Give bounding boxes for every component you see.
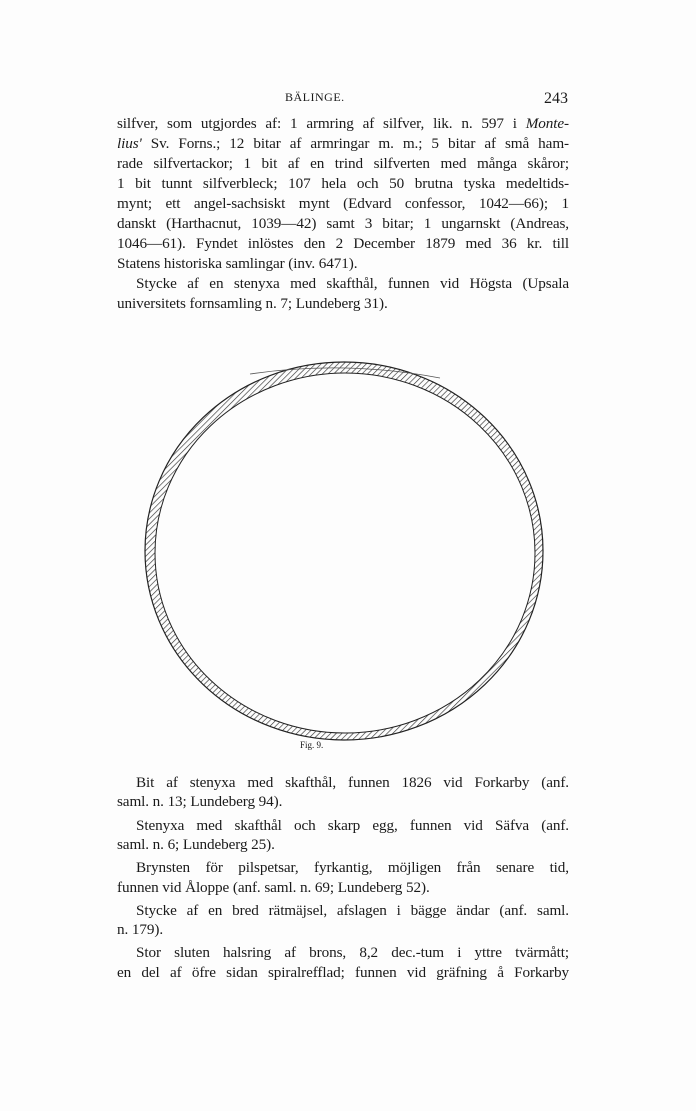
text-line: n. 179). <box>117 921 164 938</box>
text-line: Statens historiska samlingar (inv. 6471). <box>117 255 358 272</box>
text-line: Stenyxa med skafthål och skarp egg, funnen vid Säfva (anf. <box>136 817 569 834</box>
text-line: saml. n. 6; Lundeberg 25). <box>117 836 275 853</box>
italic-reference: lius' <box>117 135 142 152</box>
text-line: saml. n. 13; Lundeberg 94). <box>117 793 283 810</box>
ring-inner <box>155 373 535 733</box>
text-line: Stor sluten halsring af brons, 8,2 dec.-tum i yttre tvärmått; <box>136 944 569 961</box>
italic-reference: Monte- <box>525 115 569 132</box>
text-line: Stycke af en bred rätmäjsel, afslagen i bägge ändar (anf. saml. <box>136 902 569 919</box>
text-line: danskt (Harthacnut, 1039—42) samt 3 bitar; 1 ungarnskt (Andreas, <box>117 215 569 232</box>
text-line: mynt; ett angel-sachsiskt mynt (Edvard confessor, 1042—66); 1 <box>117 195 569 212</box>
figure-caption: Fig. 9. <box>300 740 324 750</box>
text-line: Bit af stenyxa med skafthål, funnen 1826 vid Forkarby (anf. <box>136 774 569 791</box>
text-span: Sv. Forns.; 12 bitar af armringar m. m.; 5 bitar af små ham- <box>150 135 569 152</box>
text-line: Brynsten för pilspetsar, fyrkantig, möjligen från senare tid, <box>136 859 569 876</box>
text-line: rade silfvertackor; 1 bit af en trind silfverten med många skåror; <box>117 155 569 172</box>
text-line: 1046—61). Fyndet inlöstes den 2 December 1879 med 36 kr. till <box>117 235 569 252</box>
running-title: BÄLINGE. <box>285 90 345 104</box>
text-span: silfver, som utgjordes af: 1 armring af silfver, lik. n. 597 i <box>117 115 517 132</box>
text-line: universitets fornsamling n. 7; Lundeberg 31). <box>117 295 388 312</box>
text-line: Stycke af en stenyxa med skafthål, funnen vid Högsta (Upsala <box>136 275 569 292</box>
text-line: 1 bit tunnt silfverbleck; 107 hela och 50 brutna tyska medeltids- <box>117 175 569 192</box>
text-line: funnen vid Åloppe (anf. saml. n. 69; Lundeberg 52). <box>117 879 430 896</box>
page-number: 243 <box>544 90 568 107</box>
text-line: en del af öfre sidan spiralrefflad; funnen vid gräfning å Forkarby <box>117 964 569 981</box>
